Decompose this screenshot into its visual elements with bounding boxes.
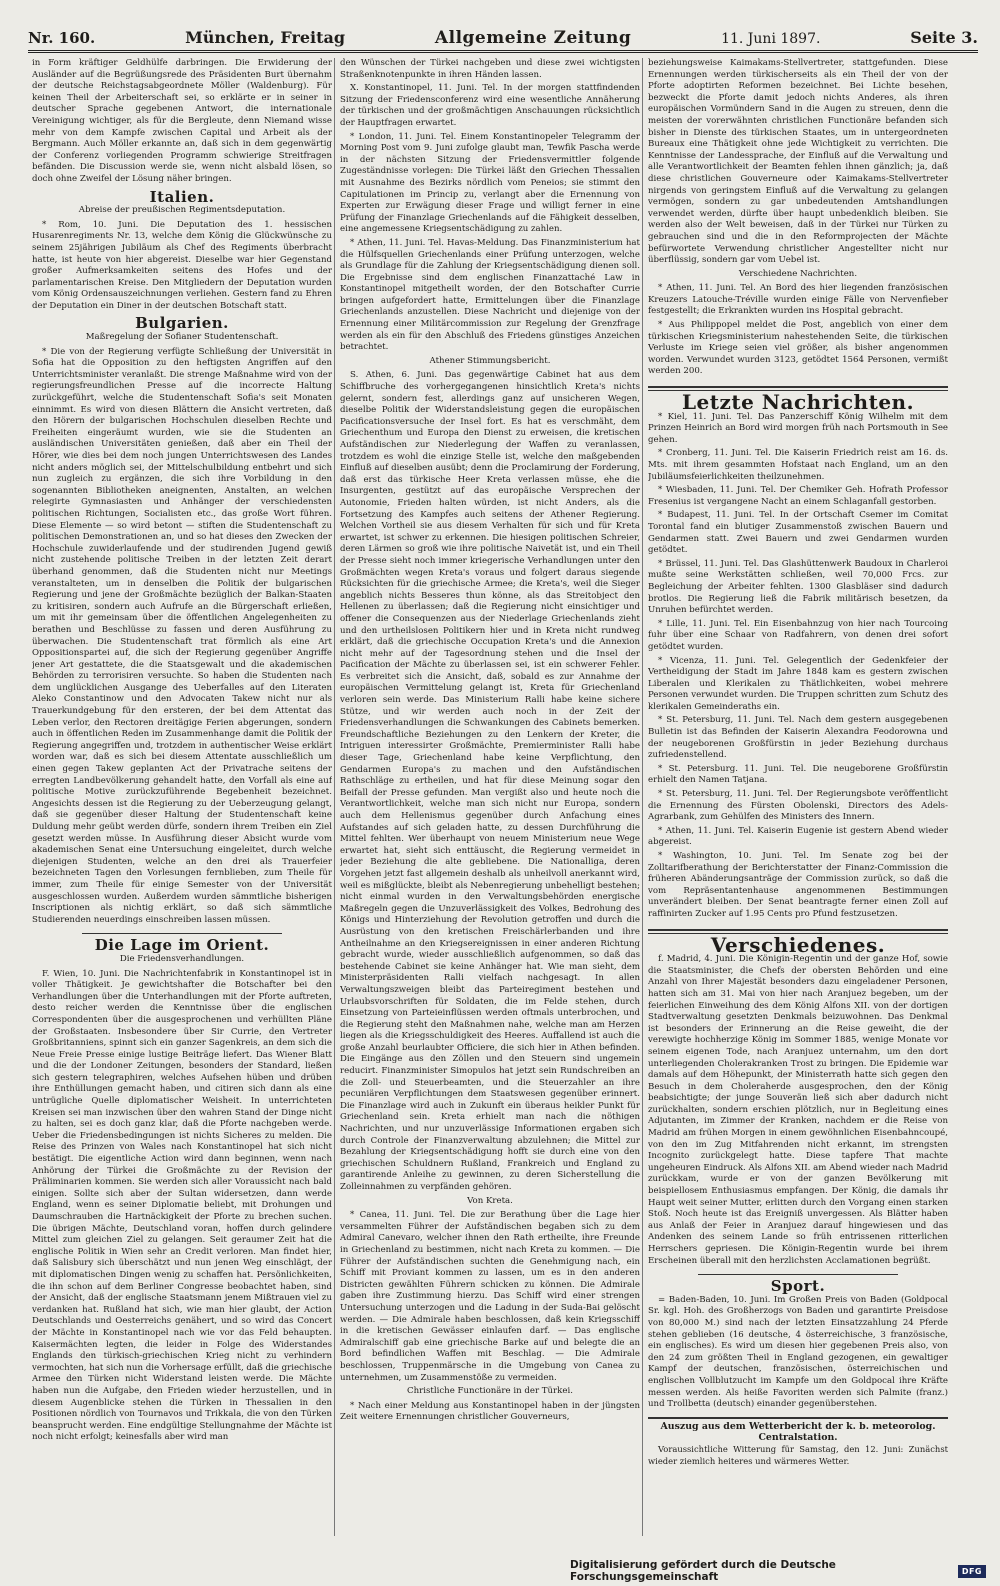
column-divider (642, 58, 643, 1536)
newspaper-title: Allgemeine Zeitung (434, 28, 632, 48)
article-text: * Athen, 11. Juni. Tel. Havas-Meldung. Das Finanzministerium hat die Hülfsquellen Griechenlands einer Prüfung unterzogen, welche als Grundlage für die Zahlung der Kriegsentschädigung dienen soll. Die Ergebnisse sind dem englischen Finanzattaché Law in Konstantinopel mitgetheilt worden, der den Botschafter Currie bringen aufgefordert hatte, Ermittelungen über die Finanzlage Griechenlands anzustellen. Diese Nachricht und diejenige von der Ernennung einer Militärcommission zur Regelung der Grenzfrage werden als ein für den Abschluß des Friedens günstiges Anzeichen betrachtet. (340, 237, 640, 353)
digitization-footer (570, 1560, 986, 1582)
section-heading-letzte-nachrichten: Letzte Nachrichten. (681, 390, 915, 415)
article-text: * Die von der Regierung verfügte Schließung der Universität in Sofia hat die Opposition zu den heftigsten Angriffen auf den Unterrichtsminister veranlaßt. Die strenge Maßnahme wird von der regierungsfreundlichen Presse auf die incorrecte Haltung zurückgeführt, welche die Studentenschaft Sofia's seit Monaten einnimmt. Es wird von diesen Blättern die Ansicht vertreten, daß den Hörern der bulgarischen Hochschulen dieselben Rechte und Freiheiten eingeräumt wurden, wie sie die Studenten an ausländischen Universitäten genießen, daß aber ein Theil der Hörer, wie dies bei dem noch jungen Unterrichtswesen des Landes nicht anders möglich sei, der Mittelschulbildung entbehrt und sich nun zugleich zu ergänzen, die sich ihre Vorbildung in den sogenannten Bibliotheken aneignenten, Anstalten, an welchen relegirte Gymnasiasten und Anhänger der verschiedensten politischen Richtungen, Socialisten etc., das große Wort führen. Diese Elemente — so wird betont — stiften die Studentenschaft zu politischen Demonstrationen an, und so hat dieses den Zwecken der Hochschule zuwiderlaufende und der studirenden Jugend gewiß nicht zustehende politische Treiben in der letzten Zeit derart überhand genommen, daß die Studenten nicht nur Meetings veranstalteten, um in denselben die Politik der bulgarischen Regierung und jene der Großmächte bezüglich der Balkan-Staaten zu kritisiren, sondern auch Aufrufe an die Bürgerschaft erließen, um mit ihr gemeinsam über die öffentlichen Angelegenheiten zu berathen und Beschlüsse zu fassen und deren Ausführung zu überwachen. Die Studentenschaft trat förmlich als eine Art Oppositionspartei auf, die sich der Regierung gegenüber Angriffe jener Art gestattete, die die Staatsgewalt und die akademischen Behörden zu terrorisiren versuchte. So haben die Studenten nach dem unglücklichen Ausgange des Ueberfalles auf den Literaten Aleko Constantinow und den Advocaten Takew nicht nur als Trauerkundgebung für den ersteren, der bei dem Attentat das Leben verlor, den Rectoren dreitägige Ferien abgerungen, sondern auch in öffentlichen Reden im Zusammenhange damit die Politik der Regierung angegriffen und, trotzdem in authentischer Weise erklärt worden war, daß es sich bei diesem Attentate ausschließlich um einen gegen Takew geplanten Act der Privatrache seitens der erregten Landbevölkerung gehandelt hatte, den Vorfall als eine auf politische Motive zurückzuführende Begebenheit bezeichnet. Angesichts dessen ist die Regierung zu der Ueberzeugung gelangt, daß sie gegenüber dieser Haltung der Studentenschaft keine Duldung mehr geübt werden dürfe, sondern ihrem Treiben ein Ziel gesetzt werden müsse. In Ausführung dieser Absicht wurde vom akademischen Senat eine Untersuchung eingeleitet, durch welche diejenigen Studenten, welche an den drei als Trauerfeier bezeichneten Tagen den Vorlesungen fernblieben, zum Theile für immer, zum Theile für einige Semester von der Universität ausgeschlossen wurden. Außerdem wurden sämmtliche bisherigen Inscriptionen als nichtig erklärt, so daß sich sämmtliche Studierenden neuerdings einschreiben lassen müssen. (32, 346, 332, 925)
article-text: F. Wien, 10. Juni. Die Nachrichtenfabrik in Konstantinopel ist in voller Thätigkeit. Je gewichtshafter die Botschafter bei den Verhandlungen über die Unterhandlungen mit der Pforte auftreten, desto reicher werden die Kenntnisse über die englischen Correspondenten über die ausgesprochenen und verhüllten Pläne der Großstaaten. Insbesondere über Sir Currie, den Vertreter Großbritanniens, spinnt sich ein ganzer Sagenkreis, an dem sich die Neue Freie Presse einige lustige Beiträge liefert. Das Wiener Blatt und die der Londoner Zeitungen, besonders der Standard, ließen sich gestern telegraphiren, welches Aufsehen hüben und drüben ihre Enthüllungen gemacht haben, und citiren sich dann als eine untrügliche Quelle diplomatischer Weisheit. In unterrichteten Kreisen sei man inzwischen über den wahren Stand der Dinge nicht zu halten, sei es doch ganz klar, daß die Pforte nachgeben werde. Ueber die Friedensbedingungen ist nichts Sicheres zu melden. Die Reise des Prinzen von Wales nach Konstantinopel hat sich nicht bestätigt. Die eigentliche Action wird dann beginnen, wenn nach Anhörung der Türkei die Großmächte zu der Revision der Präliminarien kommen. Sie werden sich aller Voraussicht nach bald einigen. Sollte sich aber der Sultan widersetzen, dann werde England, wenn es seiner Diplomatie beliebt, mit Drohungen und Daumschrauben die Hartnäckigkeit der Pforte zu brechen suchen. Die übrigen Mächte, Deutschland voran, hoffen durch gelindere Mittel zum gleichen Ziel zu gelangen. Seit geraumer Zeit hat die englische Politik in Wien sehr an Credit verloren. Man findet hier, daß Salisbury sich überschätzt und nun jenen Weg einschlägt, der mit diplomatischen Dingen wenig zu schaffen hat. Persönlichkeiten, die ihn schon auf dem Berliner Congresse beobachtet haben, sind der Ansicht, daß der englische Staatsmann jenem Mißtrauen viel zu verdanken hat. Rußland hat sich, wie man hier glaubt, der Action Deutschlands und Oesterreichs genähert, und so wird das Concert der Mächte in Konstantinopel nach wie vor das Feld behaupten. Kaisermächten legten, die leider in Folge des Widerstandes Englands den türkisch-griechischen Krieg nicht zu verhindern vermochten, hat sich nun die Vorhersage erfüllt, daß die griechische Armee den Türken nicht Widerstand leisten werde. Die Mächte haben nun die Aufgabe, den Frieden wieder herzustellen, und in diesem Augenblicke stehen die Türken in Thessalien in den Positionen nördlich von Tournavos und Trikkala, die von den Türken beansprucht werden. Eine endgültige Stellungnahme der Mächte ist noch nicht erfolgt; keinesfalls aber wird man (32, 968, 332, 1443)
place-day: München, Freitag (185, 28, 346, 47)
article-text: in Form kräftiger Geldhülfe darbringen. Die Erwiderung der Ausländer auf die Begrüßungsrede des Präsidenten Burt übernahm der deutsche Reichstagsabgeordnete Möller (Waldenburg). Für keinen Theil der Arbeiterschaft sei, so erklärte er in seiner in deutscher Sprache gegebenen Antwort, die internationale Vereinigung wichtiger, als für die Bergleute, denn Niemand wisse mehr von dem Kampfe zwischen Capital und Arbeit als der Bergmann. Auch Möller erkannte an, daß sich in dem gegenwärtig der Conferenz vorliegenden Programm schwierige Streitfragen befänden. Die Discussion werde sie, wenn nicht alsbald lösen, so doch ohne Zweifel der Lösung näher bringen. (32, 58, 332, 184)
article-subheading: Verschiedene Nachrichten. (738, 268, 858, 279)
weather-text: Voraussichtliche Witterung für Samstag, den 12. Juni: Zunächst wieder ziemlich heiteres und wärmeres Wetter. (648, 1443, 948, 1466)
news-item: * St. Petersburg, 11. Juni. Tel. Nach dem gestern ausgegebenen Bulletin ist das Befinden der Kaiserin Alexandra Feodorowna und der neugeborenen Großfürstin in jeder Beziehung durchaus zufriedenstellend. (648, 715, 948, 761)
article-text: * Rom, 10. Juni. Die Deputation des 1. hessischen Husarenregiments Nr. 13, welche dem König die Glückwünsche zu seinem 25jährigen Jubiläum als Chef des Regiments überbracht hatte, ist heute von hier abgereist. Dieselbe war hier Gegenstand großer Aufmerksamkeiten seitens des Hofes und der parlamentarischen Kreise. Den Mitgliedern der Deputation wurden vom König Ordensauszeichnungen verliehen. Gestern fand zu Ehren der Deputation ein Diner in der deutschen Botschaft statt. (32, 219, 332, 311)
article-text: S. Athen, 6. Juni. Das gegenwärtige Cabinet hat aus dem Schiffbruche des vorhergegangenen hinsichtlich Kreta's nichts gelernt, sondern fest, allerdings ganz auf unsicheren Wegen, dieselbe Politik der Widerstandsleistung gegen die europäischen Pacificationsversuche der Insel fort. Es hat es verschmäht, dem Griechenthum und Europa den Dienst zu erweisen, die kretischen Aufständischen zur Niederlegung der Waffen zu veranlassen, trotzdem es wohl die einzige Stelle ist, welche den maßgebenden Einfluß auf dieselben ausübt; denn die Proclamirung der Forderung, daß erst das türkische Heer Kreta verlassen müsse, ehe die Insurgenten, gestützt auf das europäische Versprechen der Autonomie, Frieden halten würden, ist nicht Anders, als die Fortsetzung des Kampfes auch seitens der Athener Regierung. Welchen Vortheil sie aus diesem Verhalten für sich und für Kreta erwartet, ist schwer zu erkennen. Die hiesigen politischen Schreier, deren Lärmen so groß wie ihre politische Naivetät ist, und ein Theil der Presse sieht noch immer kriegerische Verhandlungen unter den Großmächten wegen Kreta's voraus und folgert daraus siegende Rücksichten für die griechische Armee; die Kreta's, weil die Sieger angeblich nichts Besseres thun könne, als das Streitobject den Hellenen zu überlassen; daß die Regierung nicht einsichtiger und offener die Consequenzen aus der Niederlage Griechenlands zieht und den urtheilslosen Politikern hier und in Kreta nicht rundweg erklärt, daß die griechische Occupation Kreta's und die Annexion nicht mehr auf der Tagesordnung stehen und die Insel der Pacification der Mächte zu überlassen sei, ist ein schwerer Fehler. Es verbreitet sich die Ansicht, daß, sobald es zur Annahme der europäischen Vermittelung gelangt ist, Kreta für Griechenland verloren sein werde. Das Ministerium Ralli habe keine sichere Stütze, und wir werden auch noch in der Zeit der Friedensverhandlungen die Schwankungen des Cabinets bemerken. Freundschaftliche Beziehungen zu den Lenkern der Kreter, die Intriguen interessirter Großmächte, Premierminister Ralli habe dieser Tage, Griechenland habe keine Verpflichtung, den Gendarmen Europa's zu machen und den Aufständischen Rathschläge zu ertheilen, und hat für diese Meinung sogar den Beifall der Presse gefunden. Man vergißt also und heute noch die Verantwortlichkeit, welche man sich nicht nur Europa, sondern auch dem Hellenismus gegenüber durch Anfachung eines Aufstandes auf sich geladen hatte, zu dessen Durchführung die Mittel fehlten. Wer überhaupt von neuem Ministerium neue Wege erwartet hat, sieht sich enttäuscht, die Regierung vermeidet in jeder Beziehung die alte gebliebene. Die Nationalliga, deren Vorgehen jetzt fast allgemein deshalb als unheilvoll anerkannt wird, weil es mißglückte, bleibt als Nebenregierung unbehelligt bestehen; nicht einmal wurden in den Verwaltungsbehörden energische Maßregeln gegen die Unzuverlässigkeit des Volkes, Bedrohung des Königs und Hinterziehung der Revolution getroffen und durch die Ausrüstung von den kretischen Freischärlerbanden und ihre Antheilnahme an den Kriegsereignissen in einer anderen Richtung gebracht wurde, wieder ausschließlich aufgenommen, so daß das bestehende Cabinet sie keine Anhänger hat. Wie man sieht, dem Ministerpräsidenten Ralli vielfach nachgesagt. In allen Verwaltungszweigen bleibt das Parteiregiment bestehen und Urlaubsvorschriften für Soldaten, die im Felde stehen, durch Einsetzung von Parteieinflüssen werden oftmals unterbrochen, und die Regierung steht den Maßnahmen nahe, welche man am Herzen liegen als die Kriegsschuldigkeit des Heeres. Auffallend ist auch die große Anzahl beurlaubter Officiere, die sich hier in Athen befinden. Die Eingänge aus den Zöllen und den Steuern sind ungemein reducirt. Finanzminister Simopulos hat jetzt sein Rundschreiben an die Zoll- und Steuerbeamten, und die Steuerzahler an ihre pecuniären Verpflichtungen dem Staatswesen gegenüber erinnert. Die Finanzlage wird auch in Zukunft ein überaus heikler Punkt für Griechenland sein. Kreta erhielt man nach die nöthigen Nachrichten, und nur unzuverlässige Informationen ergaben sich durch Controle der Finanzverwaltung abzulehnen; die Mittel zur Bezahlung der Kriegsentschädigung hofft sie durch eine von den griechischen Schuldnern Rußland, Frankreich und England zu garantirende Anleihe zu gewinnen, zu deren Sicherstellung die Zolleinnahmen zu verpfänden gehören. (340, 370, 640, 1192)
news-item: * Cronberg, 11. Juni. Tel. Die Kaiserin Friedrich reist am 16. ds. Mts. mit ihrem gesammten Hofstaat nach England, um an den Jubiläumsfeierlichkeiten theilzunehmen. (648, 448, 948, 482)
article-subheading: Maßregelung der Sofianer Studentenschaft. (85, 332, 279, 343)
article-text: = Baden-Baden, 10. Juni. Im Großen Preis von Baden (Goldpocal Sr. kgl. Hoh. des Großherzogs von Baden und garantirte Preisdose von 80,000 M.) sind nach der letzten Einsatzzahlung 24 Pferde stehen geblieben (16 deutsche, 4 österreichische, 3 französische, ein englisches). Es wird um diesen hier gegebenen Preis also, von den 24 zum größten Theil in England gezogenen, ein gewaltiger Kampf der deutschen, französischen, österreichischen und englischen Vollblutzucht im Kampfe um den Goldpocal ihre Kräfte messen werden. Als heiße Favoriten werden sich Palmite (franz.) und Trollbetta (deutsch) einander gegenüberstehen. (648, 1294, 948, 1410)
article-text: X. Konstantinopel, 11. Juni. Tel. In der morgen stattfindenden Sitzung der Friedensconferenz wird eine wesentliche Annäherung der türkischen und der großmächtigen Anschauungen rücksichtlich der Hauptfragen erwartet. (340, 83, 640, 128)
news-item: * Budapest, 11. Juni. Tel. In der Ortschaft Csemer im Comitat Torontal fand ein blutiger Zusammenstoß zwischen Bauern und Gendarmen statt. Zwei Bauern und zwei Gendarmen wurden getödtet. (648, 510, 948, 556)
news-item: * Athen, 11. Juni. Tel. Kaiserin Eugenie ist gestern Abend wieder abgereist. (648, 825, 948, 848)
article-subheading: Christliche Functionäre in der Türkei. (407, 1386, 573, 1397)
section-heading-bulgarien: Bulgarien. (135, 314, 229, 333)
footer-credit: Digitalisierung gefördert durch die Deutsche Forschungsgemeinschaft (570, 1559, 836, 1583)
section-heading-italien: Italien. (149, 187, 215, 206)
article-text: * Athen, 11. Juni. Tel. An Bord des hier liegenden französischen Kreuzers Latouche-Tréville wurden einige Fälle von Nervenfieber festgestellt; die Erkrankten wurden ins Hospital gebracht. (648, 283, 948, 317)
section-heading-verschiedenes: Verschiedenes. (710, 932, 886, 957)
article-subheading: Von Kreta. (467, 1195, 513, 1206)
article-text: * Aus Philippopel meldet die Post, angeblich von einer dem türkischen Kriegsministerium nahestehenden Seite, die türkischen Verluste im Kriege seien viel größer, als bisher angenommen worden. Verwundet wurden 3123, getödtet 1564 Personen, vermißt werden 200. (648, 320, 948, 377)
news-item: * Washington, 10. Juni. Tel. Im Senate zog bei der Zolltarifberathung der Berichterstatter der Finanz-Commission die früheren Abänderungsanträge der Commission zurück, so daß die vom Repräsentantenhause angenommenen Bestimmungen unverändert bleiben. Der Senat beantragte ferner einen Zoll auf raffinirten Zucker auf 1.95 Cents pro Pfund festzusetzen. (648, 851, 948, 919)
section-heading-orient: Die Lage im Orient. (94, 936, 270, 955)
news-item: * St. Petersburg. 11. Juni. Tel. Die neugeborene Großfürstin erhielt den Namen Tatjana. (648, 763, 948, 786)
issue-date: 11. Juni 1897. (721, 31, 821, 47)
column-1 (32, 58, 332, 1528)
column-2 (340, 58, 640, 1540)
news-item: * St. Petersburg, 11. Juni. Tel. Der Regierungsbote veröffentlicht die Ernennung des Fürsten Obolenski, Directors des Adels-Agrarbank, zum Gehülfen des Ministers des Innern. (648, 789, 948, 823)
news-item: * Wiesbaden, 11. Juni. Tel. Der Chemiker Geh. Hofrath Professor Fresenius ist vergangene Nacht an einem Schlaganfall gestorben. (648, 485, 948, 507)
article-text: f. Madrid, 4. Juni. Die Königin-Regentin und der ganze Hof, sowie die Staatsminister, die Chefs der obersten Behörden und eine Anzahl von Ihrer Majestät besonders dazu eingeladener Personen, hatten sich am 31. Mai von hier nach Aranjuez begeben, um der feierlichen Einweihung des dem König Alfons XII. von der dortigen Stadtverwaltung gesetzten Denkmals beizuwohnen. Das Denkmal ist besonders der Erinnerung an die Reise geweiht, die der verewigte hochherzige König im Sommer 1885, wenige Monate vor seinem eigenen Tode, nach Aranjuez unternahm, um den dort unterliegenden Cholerakranken Trost zu bringen. Die Epidemie war damals auf dem Höhepunkt, der Ministerrath hatte sich gegen den Besuch in dem Choleraherde ausgesprochen, den der König beabsichtigte; der junge Souverän ließ sich aber dadurch nicht zurückhalten, sondern erschien plötzlich, nur in Begleitung eines Adjutanten, im Zimmer der Kranken, nachdem er die Reise von Madrid am frühen Morgen in einem gewöhnlichen Eisenbahncoupé, von den im Zug Mitfahrenden nicht erkannt, im strengsten Incognito zurückgelegt hatte. Diese tapfere That machte ungeheuren Eindruck. Als Alfons XII. am Abend wieder nach Madrid zurückkam, wurde er von der ganzen Bevölkerung mit beispiellosem Enthusiasmus empfangen. Der König, die damals ihr Haupt weit seiner Mutter, erlitten durch den Vorgang einen starken Stoß. Noch heute ist das Ereigniß unvergessen. Als Blätter haben aus Anlaß der Feier in Aranjuez darauf hingewiesen und das Andenken des seinem Lande so früh entrissenen ritterlichen Herrschers gepriesen. Die Königin-Regentin wurde bei ihrem Erscheinen überall mit den herzlichsten Acclamationen begrüßt. (648, 954, 948, 1266)
article-text: den Wünschen der Türkei nachgeben und diese zwei wichtigsten Straßenknotenpunkte in ihren Händen lassen. (340, 58, 640, 80)
news-item: * Brüssel, 11. Juni. Tel. Das Glashüttenwerk Baudoux in Charleroi mußte seine Werkstätten schließen, weil 70,000 Frcs. zur Begleichung der Arbeiter fehlten. 1300 Glasbläser sind dadurch brotlos. Die Regierung ließ die Fabrik militärisch besetzen, da Unruhen befürchtet werden. (648, 558, 948, 616)
column-divider (334, 58, 335, 1536)
article-text: * Nach einer Meldung aus Konstantinopel haben in der jüngsten Zeit weitere Ernennungen christlicher Gouverneurs, (340, 1400, 640, 1423)
page-header (28, 28, 978, 53)
article-subheading: Athener Stimmungsbericht. (429, 355, 551, 366)
issue-number: Nr. 160. (28, 29, 96, 47)
article-subheading: Die Friedensverhandlungen. (119, 953, 245, 964)
article-text: * London, 11. Juni. Tel. Einem Konstantinopeler Telegramm der Morning Post vom 9. Juni zufolge glaubt man, Tewfik Pascha werde in der nächsten Sitzung der Friedensvermittler folgende Zugeständnisse vorlegen: Die Türkei läßt den Griechen Thessalien mit Ausnahme des Bezirks nördlich vom Peneios; sie stimmt den Capitulationen im Princip zu, verlangt aber die Ernennung von Experten zur Erwägung dieser Frage und willigt ferner in eine Prüfung der Finanzlage Griechenlands auf die Fähigkeit desselben, eine angemessene Kriegsentschädigung zu zahlen. (340, 131, 640, 235)
article-text: * Canea, 11. Juni. Tel. Die zur Berathung über die Lage hier versammelten Führer der Aufständischen begaben sich zu dem Admiral Canevaro, welcher ihnen den Rath ertheilte, ihre Freunde in Griechenland zu bestimmen, nicht nach Kreta zu kommen. — Die Führer der Aufständischen suchten die Genehmigung nach, ein Schiff mit Proviant kommen zu lassen, um es in den anderen Districten gewählten Führern schicken zu können. Die Admirale gaben ihre Zustimmung hierzu. Das Schiff wird einer strengen Untersuchung unterzogen und die Ladung in der Suda-Bai gelöscht werden. — Die Admirale haben beschlossen, daß kein Kriegsschiff in die kretischen Gewässer einlaufen darf. — Das englische Admiralschiff gab eine griechische Barke auf und belegte die an Bord befindlichen Waffen mit Beschlag. — Die Admirale beschlossen, Truppenmärsche in die Umgebung von Canea zu unternehmen, um Zusammenstöße zu vermeiden. (340, 1210, 640, 1383)
article-subheading: Abreise der preußischen Regimentsdeputation. (78, 205, 286, 216)
section-divider (82, 933, 282, 934)
news-item: * Vicenza, 11. Juni. Tel. Gelegentlich der Gedenkfeier der Vertheidigung der Stadt im Jahre 1848 kam es gestern zwischen Liberalen und Klerikalen zu Thätlichkeiten, wobei mehrere Personen verwundet wurden. Die Truppen schritten zum Schutz des klerikalen Gemeinderaths ein. (648, 655, 948, 712)
dfg-logo: DFG (958, 1565, 986, 1578)
article-text: beziehungsweise Kaimakams-Stellvertreter, stattgefunden. Diese Ernennungen werden türkischerseits als ein Theil der von der Pforte adoptirten Reformen bezeichnet. Bei Lichte besehen, bezweckt die Pforte damit jedoch nichts Anderes, als ihren europäischen Vormündern Sand in die Augen zu streuen, denn die meisten der vorerwähnten christlichen Functionäre befanden sich bisher in Dienste des türkischen Staates, um in untergeordneten Bureaux eine Thätigkeit ohne jede Wichtigkeit zu verrichten. Die Kenntnisse der Landessprache, der Einfluß auf die Verwaltung und alle Verantwortlichkeit der Beamten fehlen ihnen gänzlich; ja, daß diese christlichen Gouverneure oder Kaimakams-Stellvertreter nirgends von geringstem Einfluß auf die Verwaltung zu gelangen vermögen, sondern zu gar unbedeutenden Amtshandlungen verwendet werden, dürfte über haupt unbedenklich bleiben. Sie werden also der Welt beweisen, daß in der Türkei nur Türken zu gebrauchen sind und die in den Reformprojecten der Mächte befürwortete Verwendung christlicher Angestellter nicht nur überflüssig, sondern gar vom Uebel ist. (648, 58, 948, 266)
news-item: * Kiel, 11. Juni. Tel. Das Panzerschiff König Wilhelm mit dem Prinzen Heinrich an Bord wird morgen früh nach Portsmouth in See gehen. (648, 411, 948, 445)
weather-heading: Auszug aus dem Wetterbericht der k. b. meteorolog. Centralstation. (648, 1417, 948, 1444)
section-heading-sport: Sport. (770, 1277, 826, 1296)
column-3 (648, 58, 948, 1540)
news-item: * Lille, 11. Juni. Tel. Ein Eisenbahnzug von hier nach Tourcoing fuhr über eine Schaar von Radfahrern, von denen drei sofort getödtet wurden. (648, 618, 948, 652)
page-number: Seite 3. (910, 28, 978, 47)
section-divider (698, 1274, 898, 1275)
